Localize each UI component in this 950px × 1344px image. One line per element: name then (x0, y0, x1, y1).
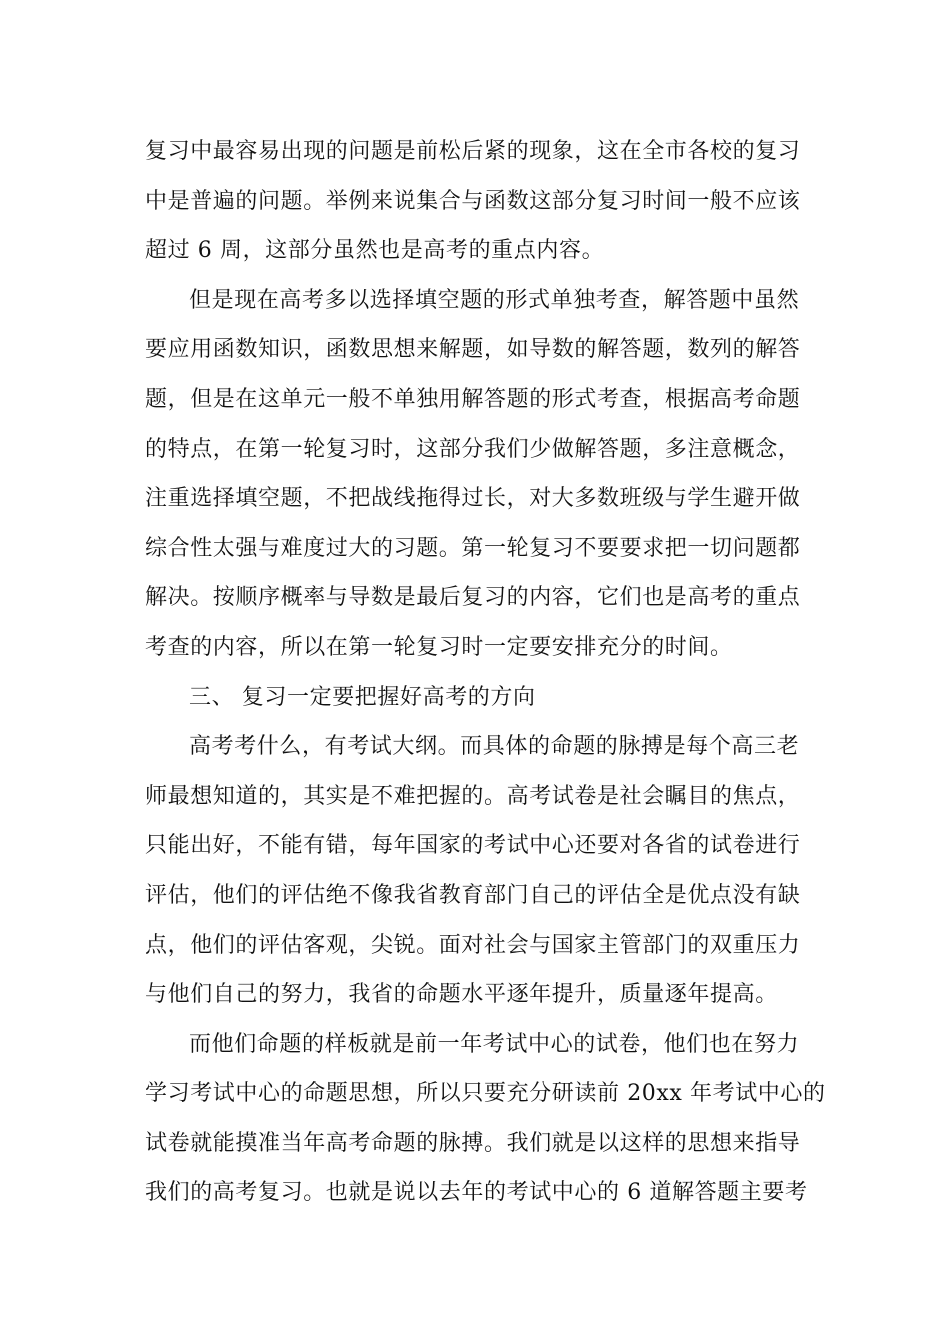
section-heading: 三、 复习一定要把握好高考的方向 (189, 684, 536, 710)
document-body (145, 127, 826, 1218)
text-line: 与他们自己的努力，我省的命题水平逐年提升，质量逐年提高。 (145, 982, 778, 1008)
paragraph-start-line: 高考考什么，有考试大纲。而具体的命题的脉搏是每个高三老 (189, 734, 800, 760)
text-line: 试卷就能摸准当年高考命题的脉搏。我们就是以这样的思想来指导 (145, 1130, 801, 1156)
text-line: 解决。按顺序概率与导数是最后复习的内容，它们也是高考的重点 (145, 585, 801, 611)
text-line: 的特点，在第一轮复习时，这部分我们少做解答题，多注意概念， (145, 436, 801, 462)
text-line: 学习考试中心的命题思想，所以只要充分研读前 20xx 年考试中心的 (145, 1081, 826, 1107)
text-line: 师最想知道的，其实是不难把握的。高考试卷是社会瞩目的焦点， (145, 783, 801, 809)
paragraph-start-line: 而他们命题的样板就是前一年考试中心的试卷，他们也在努力 (189, 1031, 800, 1057)
text-line: 考查的内容，所以在第一轮复习时一定要安排充分的时间。 (145, 634, 733, 660)
text-line: 超过 6 周，这部分虽然也是高考的重点内容。 (145, 238, 605, 264)
text-line: 复习中最容易出现的问题是前松后紧的现象，这在全市各校的复习 (145, 139, 801, 164)
text-line: 点，他们的评估客观，尖锐。面对社会与国家主管部门的双重压力 (145, 932, 801, 958)
text-line: 题，但是在这单元一般不单独用解答题的形式考查，根据高考命题 (145, 386, 801, 412)
text-line: 注重选择填空题，不把战线拖得过长，对大多数班级与学生避开做 (145, 486, 801, 512)
text-line: 中是普遍的问题。举例来说集合与函数这部分复习时间一般不应该 (145, 188, 801, 214)
text-line: 要应用函数知识，函数思想来解题，如导数的解答题，数列的解答 (145, 337, 801, 363)
paragraph-start-line: 但是现在高考多以选择填空题的形式单独考查，解答题中虽然 (189, 287, 800, 313)
text-line: 只能出好，不能有错，每年国家的考试中心还要对各省的试卷进行 (145, 833, 801, 859)
text-line: 评估，他们的评估绝不像我省教育部门自己的评估全是优点没有缺 (145, 882, 801, 908)
text-line: 综合性太强与难度过大的习题。第一轮复习不要要求把一切问题都 (145, 535, 801, 561)
text-line: 我们的高考复习。也就是说以去年的考试中心的 6 道解答题主要考 (145, 1180, 808, 1206)
